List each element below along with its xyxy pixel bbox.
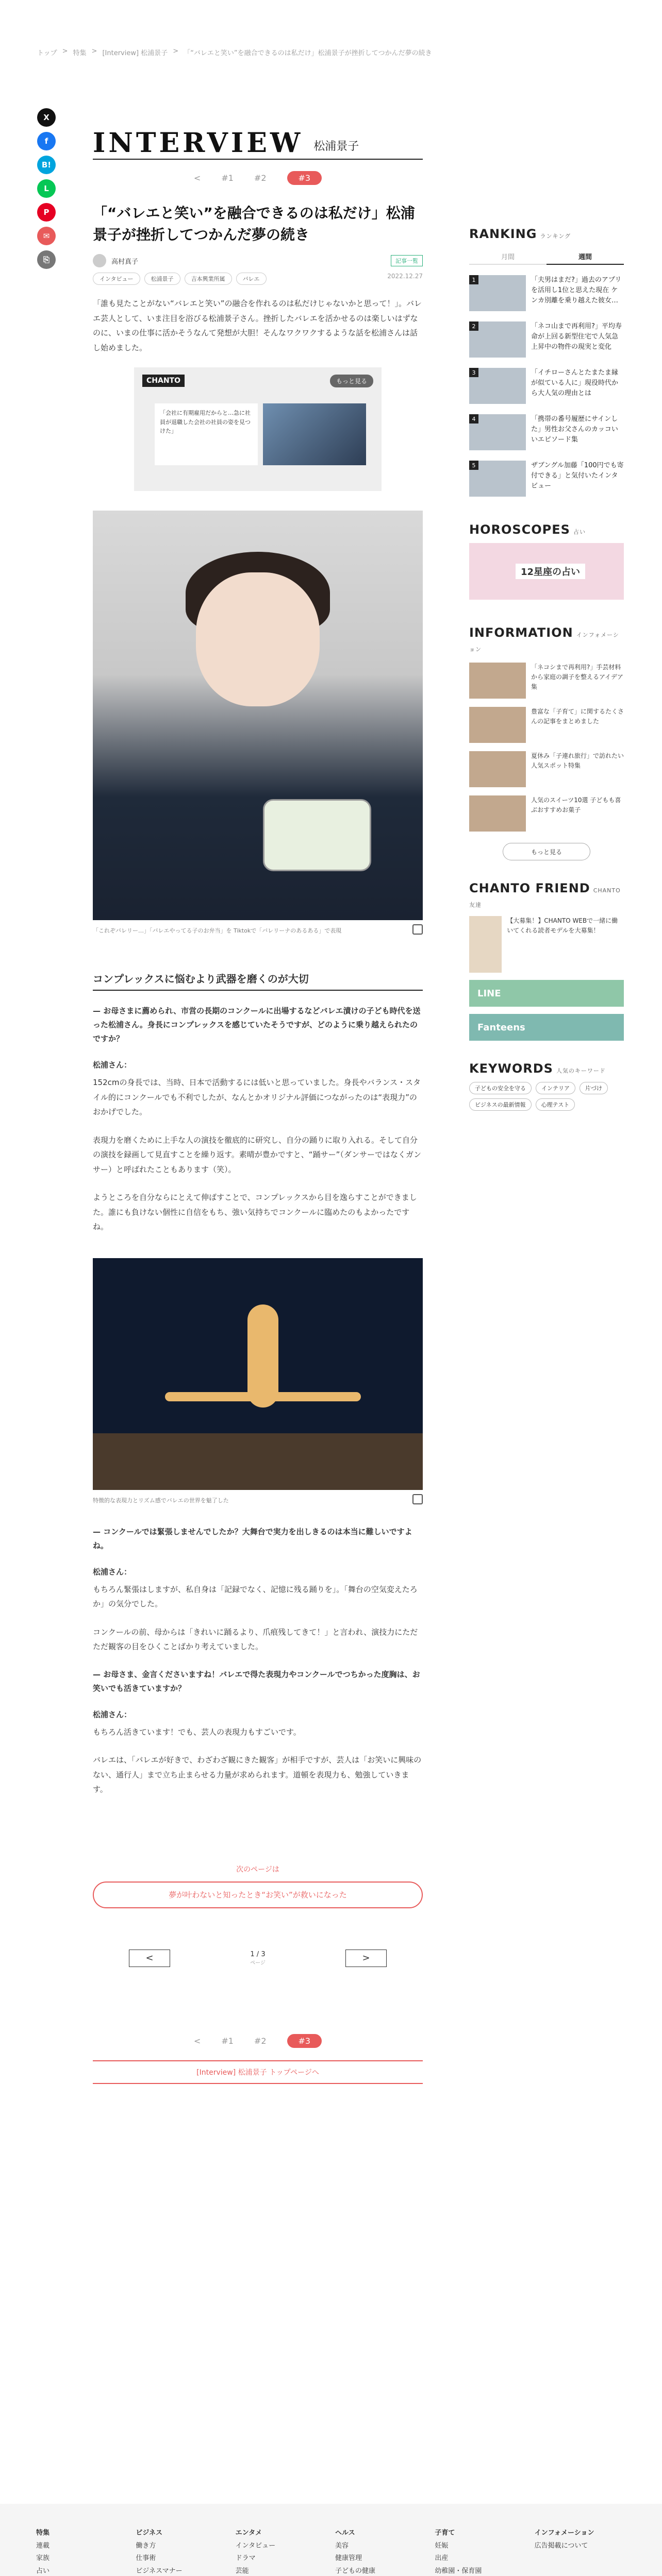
article-meta	[93, 254, 423, 267]
footer-col	[136, 2527, 230, 2576]
photo-face-shape	[196, 572, 320, 706]
interview-question: — お母さまに薦められ、市営の長期のコンクールに出場するなどバレエ漬けの子ども時代を送った松浦さん。身長にコンプレックスを感じていたそうですが、どのように乗り越えられたのですか？	[93, 1006, 421, 1043]
publish-date: 2022.12.27	[387, 273, 423, 280]
horoscopes-subtitle: 占い	[573, 529, 586, 535]
breadcrumb-current: 「“バレエと笑い”を融合できるのは私だけ」松浦景子が挫折してつかんだ夢の続き	[184, 49, 432, 57]
photo-lunchbox-shape	[263, 799, 371, 871]
keywords-title	[469, 1061, 624, 1076]
zoom-icon[interactable]	[412, 924, 423, 935]
page-tab-1[interactable]: #1	[221, 173, 234, 183]
rank-number: 3	[469, 368, 478, 377]
speaker-label: 松浦さん：	[93, 1709, 132, 1719]
breadcrumb-sep: >	[173, 47, 179, 55]
promo-logo: CHANTO	[142, 375, 185, 387]
article-list-badge[interactable]: 記事一覧	[391, 255, 423, 266]
promo-image	[263, 403, 366, 465]
info-item[interactable]	[469, 751, 624, 787]
author-avatar	[93, 254, 106, 267]
breadcrumb-series[interactable]: [Interview] 松浦景子	[102, 49, 168, 57]
footer-head[interactable]: インフォメーション	[534, 2529, 594, 2537]
article-photo-2	[93, 1258, 423, 1490]
page-tabs	[93, 171, 423, 185]
footer-link[interactable]: ドラマ	[235, 2554, 256, 2563]
info-text: 人気のスイーツ10選 子どもも喜ぶおすすめお菓子	[531, 796, 621, 814]
page-tab-prev[interactable]: <	[193, 173, 201, 183]
horoscopes-banner[interactable]	[469, 543, 624, 600]
ranking-title	[469, 227, 624, 241]
tag-list	[93, 273, 267, 285]
ranking-title-text: RANKING	[469, 227, 537, 241]
tag[interactable]: バレエ	[236, 273, 267, 285]
ranking-thumbnail	[469, 321, 526, 358]
page-tab-3[interactable]: #3	[287, 171, 322, 185]
info-text: 豊富な「子育て」に関するたくさんの記事をまとめました	[531, 708, 624, 725]
answer-paragraph: もちろん緊張はしますが、私自身は「記録でなく、記憶に残る踊りを」。「舞台の空気変えたろか」の気分でした。	[93, 1584, 418, 1608]
information-title-text: INFORMATION	[469, 625, 573, 640]
ranking-item[interactable]	[469, 461, 624, 497]
copy-link-icon[interactable]: ⎘	[37, 250, 56, 269]
footer-link[interactable]: 子どもの健康	[335, 2567, 375, 2575]
keyword-tag[interactable]: インテリア	[536, 1082, 575, 1094]
footer-link[interactable]: 仕事術	[136, 2554, 156, 2563]
mail-share-icon[interactable]: ✉	[37, 227, 56, 245]
page-tab-prev[interactable]: <	[193, 2036, 201, 2046]
information-subtitle: インフォメーション	[469, 632, 619, 653]
footer-link[interactable]: 働き方	[136, 2541, 156, 2550]
pager-sub: ページ	[250, 1960, 266, 1966]
answer-paragraph: 表現力を磨くために上手な人の演技を徹底的に研究し、自分の踊りに取り入れる。そして自分の演技を録画して見直すことを繰り返す。素晴が豊かですと、“踊サー”（ダンサーではなくガンサー）と呼ばれたこともあります（笑）。	[93, 1135, 421, 1174]
footer-link[interactable]: 出産	[435, 2554, 449, 2563]
speaker-label: 松浦さん：	[93, 1567, 132, 1577]
pager-current: 1 / 3	[250, 1950, 266, 1958]
ranking-tabs	[469, 248, 624, 265]
footer-link[interactable]: 占い	[36, 2567, 50, 2575]
ranking-thumbnail	[469, 461, 526, 497]
footer-link[interactable]: 広告掲載について	[534, 2541, 588, 2550]
hatena-share-icon[interactable]: B!	[37, 156, 56, 174]
breadcrumb-sep: >	[62, 47, 68, 55]
sidebar	[469, 227, 624, 1111]
footer-link[interactable]: インタビュー	[235, 2541, 276, 2550]
share-bar	[37, 108, 56, 269]
x-share-icon[interactable]: X	[37, 108, 56, 127]
answer-paragraph: もちろん活きています！でも、芸人の表現力もすごいです。	[93, 1727, 301, 1737]
next-page-label: 次のページは	[236, 1865, 279, 1874]
photo-caption-text: 「これぞバレリー…」「バレエやってる子のお弁当」を Tiktokで「バレリーナのあるある」で表現	[93, 927, 342, 934]
page-tab-3[interactable]: #3	[287, 2034, 322, 2048]
article-main	[93, 103, 423, 2084]
series-name: 松浦景子	[313, 140, 359, 153]
section-heading: コンプレックスに悩むより武器を磨くのが大切	[93, 971, 423, 991]
horoscopes-title-text: HOROSCOPES	[469, 522, 570, 537]
footer-link[interactable]: 健康管理	[335, 2554, 362, 2563]
keyword-tag[interactable]: 心理テスト	[536, 1098, 575, 1111]
ranking-text: ザブングル加藤「100円でも寄付できる」と気付いたインタビュー	[531, 462, 624, 490]
ranking-text: 「夫男はまだ?」過去のアプリを活用し1位と思えた現在 ケンカ別離を乗り越えた彼女…	[531, 276, 622, 305]
friend-thumbnail	[469, 916, 502, 973]
ranking-text: 「ネコ山まで再利用?」平均寿命が上回る新型住宅で人気急上昇中の物件の現実と変化	[531, 323, 622, 351]
horoscopes-title	[469, 522, 624, 537]
ranking-subtitle: ランキング	[540, 233, 571, 240]
next-page-button[interactable]: 夢が叶わないと知ったとき“お笑い”が救いになった	[93, 1882, 423, 1908]
friend-title	[469, 881, 624, 910]
rank-number: 4	[469, 414, 478, 423]
answer-paragraph: ようところを自分ならにとえて伸ばすことで、コンプレックスから目を逸らすことができました。誰にも負けない個性に自信をもち、強い気持ちでコンクールに臨めたのもよかったですね。	[93, 1193, 417, 1231]
info-thumbnail	[469, 795, 526, 832]
horoscopes-banner-text: 12星座の占い	[516, 564, 585, 579]
info-text: 夏休み「子連れ旅行」で訪れたい人気スポット特集	[531, 752, 624, 770]
breadcrumb	[37, 47, 432, 57]
info-thumbnail	[469, 707, 526, 743]
footer-col	[435, 2527, 529, 2576]
footer-link[interactable]: 美容	[335, 2541, 349, 2550]
author[interactable]	[93, 254, 138, 267]
friend-subtitle: CHANTO友達	[469, 887, 621, 908]
tag[interactable]: 吉本興業所属	[185, 273, 232, 285]
answer-paragraph: 152cmの身長では、当時、日本で活動するには低いと思っていました。身長やバランス・スタイル的にコンクールでも不利でしたが、なんとかオリジナル評価につながったのは“表現力”のおかげでした。	[93, 1078, 421, 1116]
ranking-text: 「イチローさんとたまたま縁が似ている人に」現役時代から大人気の理由とは	[531, 369, 619, 398]
rank-number: 5	[469, 461, 478, 470]
friend-card[interactable]	[469, 916, 624, 973]
footer-link[interactable]: 芸能	[235, 2567, 249, 2575]
footer	[0, 2504, 662, 2576]
page-tabs-bottom	[93, 2034, 423, 2048]
footer-link[interactable]: 連載	[36, 2541, 50, 2550]
promo-banner[interactable]	[134, 367, 382, 491]
tag[interactable]: インタビュー	[93, 273, 140, 285]
promo-more-button[interactable]: もっと見る	[330, 375, 373, 387]
photo-caption-text: 特徴的な表現力とリズム感でバレエの世界を魅了した	[93, 1497, 229, 1504]
page-tab-2[interactable]: #2	[254, 2036, 267, 2046]
rank-number: 1	[469, 275, 478, 284]
footer-link[interactable]: 幼稚園・保育園	[435, 2567, 482, 2575]
footer-link[interactable]: 家族	[36, 2554, 50, 2563]
series-header	[93, 103, 423, 160]
breadcrumb-sep: >	[91, 47, 97, 55]
promo-text: 「会社に有期雇用だからと…急に社員が退職した会社の社員の姿を見つけた」	[155, 403, 258, 465]
series-top-link[interactable]: [Interview] 松浦景子 トップページへ	[93, 2060, 423, 2084]
ranking-item[interactable]	[469, 275, 624, 311]
pager	[129, 1950, 387, 1967]
footer-link[interactable]: 妊娠	[435, 2541, 449, 2550]
footer-head[interactable]: エンタメ	[235, 2529, 262, 2537]
footer-head[interactable]: 特集	[36, 2529, 50, 2537]
pager-status	[250, 1951, 266, 1966]
article-title: 「“バレエと笑い”を融合できるのは私だけ」松浦景子が挫折してつかんだ夢の続き	[93, 205, 415, 243]
ranking-item[interactable]	[469, 368, 624, 404]
line-banner[interactable]: LINE	[469, 980, 624, 1007]
article-lead: 「誰も見たことがない“バレエと笑い”の融合を作れるのは私だけじゃないかと思って！」。バレエ芸人として、いま注目を浴びる松浦景子さん。挫折したバレエを活かせるのは楽しいはずなのに、いまの仕事に活かそうなんて発想が大胆！そんなワクワクするような話を松浦さんは話し始めました。	[93, 299, 422, 352]
rank-number: 2	[469, 321, 478, 331]
page-tab-2[interactable]: #2	[254, 173, 267, 183]
pager-next-button[interactable]: >	[345, 1950, 387, 1967]
article-photo	[93, 511, 423, 920]
footer-col	[335, 2527, 429, 2576]
breadcrumb-feature[interactable]: 特集	[73, 49, 87, 57]
footer-col	[36, 2527, 130, 2576]
zoom-icon[interactable]	[412, 1494, 423, 1504]
keyword-tag[interactable]: 片づけ	[580, 1082, 608, 1094]
keyword-tag[interactable]: 子どもの安全を守る	[469, 1082, 532, 1094]
facebook-share-icon[interactable]: f	[37, 132, 56, 150]
line-share-icon[interactable]: L	[37, 179, 56, 198]
tag-row	[93, 273, 423, 285]
breadcrumb-top[interactable]: トップ	[37, 49, 57, 57]
info-thumbnail	[469, 751, 526, 787]
info-item[interactable]	[469, 663, 624, 699]
keyword-tag[interactable]: ビジネスの最新情報	[469, 1098, 532, 1111]
info-item[interactable]	[469, 707, 624, 743]
info-thumbnail	[469, 663, 526, 699]
footer-col	[535, 2527, 629, 2576]
info-item[interactable]	[469, 795, 624, 832]
author-name: 高村真子	[111, 258, 139, 266]
pager-prev-button[interactable]: <	[129, 1950, 170, 1967]
interview-question: — お母さま、金言くださいますね！バレエで得た表現力やコンクールでつちかった度胸は、お笑いでも活きていますか？	[93, 1669, 420, 1693]
answer-paragraph: バレエは、「バレエが好きで、わざわざ観にきた観客」が相手ですが、芸人は「お笑いに興味のない、通行人」まで立ち止まらせる力量が求められます。道頓を表現力も、勉強していきます。	[93, 1755, 422, 1794]
tag[interactable]: 松浦景子	[144, 273, 180, 285]
ranking-tab-monthly[interactable]: 月間	[469, 248, 547, 265]
page-tab-1[interactable]: #1	[221, 2036, 234, 2046]
photo-stage-shape	[93, 1433, 423, 1490]
friend-text: 【大募集！】CHANTO WEBで一緒に働いてくれる読者モデルを大募集！	[507, 917, 618, 935]
ranking-thumbnail	[469, 414, 526, 450]
answer-paragraph: コンクールの前、母からは「きれいに踊るより、爪痕残してきて！」と言われ、演技力にただただ観客の目をひくことばかり考えていました。	[93, 1627, 418, 1651]
footer-nav	[36, 2527, 629, 2576]
footer-head[interactable]: 子育て	[435, 2529, 455, 2537]
pinterest-share-icon[interactable]: P	[37, 203, 56, 222]
photo-caption	[93, 926, 423, 935]
footer-link[interactable]: ビジネスマナー	[136, 2567, 183, 2575]
photo-dancer-legs-shape	[165, 1392, 361, 1401]
series-logo: INTERVIEW	[93, 127, 304, 159]
ranking-thumbnail	[469, 368, 526, 404]
keyword-list	[469, 1082, 624, 1111]
photo-caption	[93, 1496, 423, 1504]
keywords-title-text: KEYWORDS	[469, 1061, 553, 1076]
speaker-label: 松浦さん：	[93, 1060, 132, 1070]
ranking-tab-weekly[interactable]: 週間	[547, 248, 624, 265]
info-more-button[interactable]: もっと見る	[503, 843, 590, 860]
ranking-thumbnail	[469, 275, 526, 311]
ranking-item[interactable]	[469, 414, 624, 450]
ranking-item[interactable]	[469, 321, 624, 358]
interview-question: — コンクールでは緊張しませんでしたか？大舞台で実力を出しきるのは本当に難しいですよね。	[93, 1527, 412, 1550]
footer-head[interactable]: ヘルス	[335, 2529, 355, 2537]
fanteens-banner[interactable]: Fanteens	[469, 1014, 624, 1041]
ranking-text: 「携帯の番号履歴にサインした」男性お父さんのカッコいいエピソード集	[531, 415, 618, 444]
footer-head[interactable]: ビジネス	[136, 2529, 162, 2537]
keywords-subtitle: 人気のキーワード	[556, 1067, 606, 1074]
footer-col	[236, 2527, 330, 2576]
friend-title-text: CHANTO FRIEND	[469, 881, 590, 895]
info-text: 「ネコシまで再利用?」手芸材料から家庭の調子を整えるアイデア集	[531, 664, 623, 691]
information-title	[469, 625, 624, 654]
